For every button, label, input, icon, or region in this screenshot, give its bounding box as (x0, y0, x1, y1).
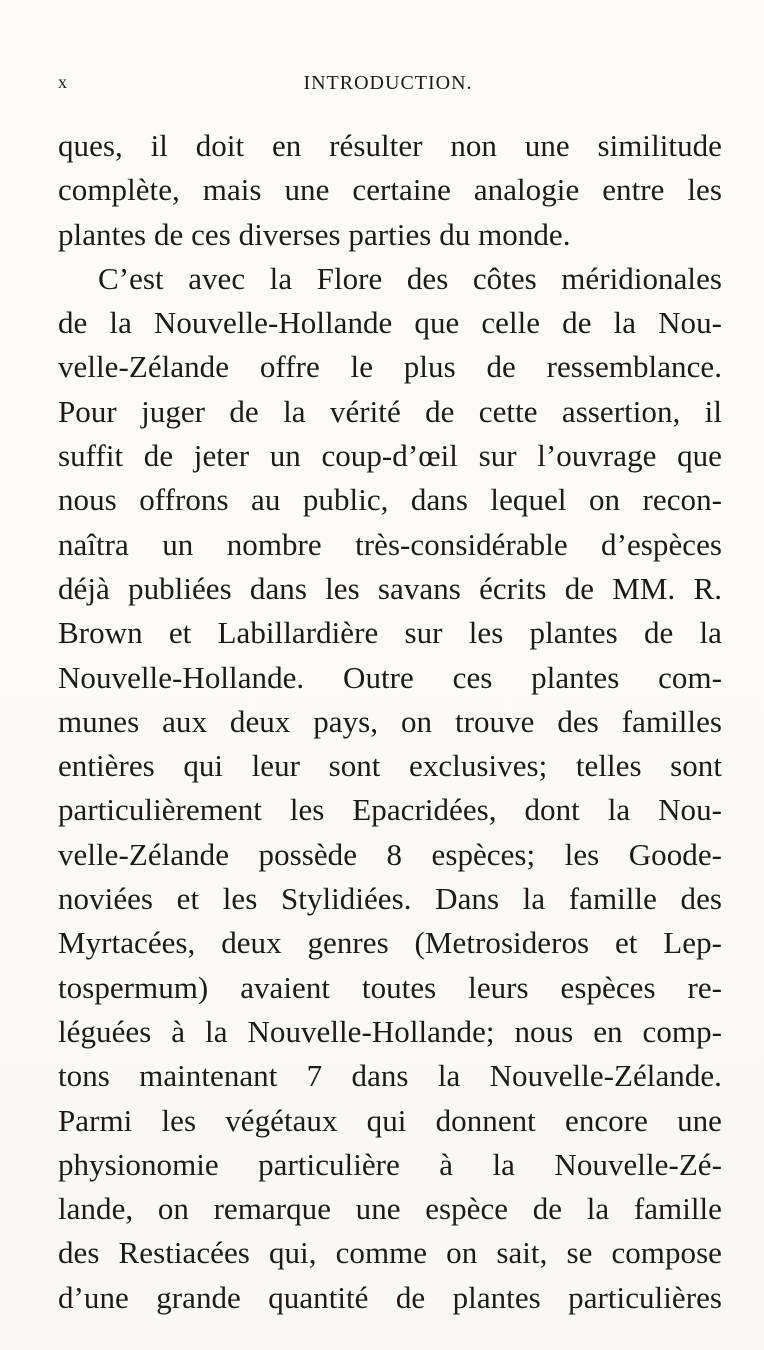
text-line: physionomie particulière à la Nouvelle-Zé- (58, 1146, 722, 1182)
text-line: naîtra un nombre très-considérable d’espèces (58, 526, 722, 562)
text-line: velle-Zélande possède 8 espèces; les Goode- (58, 836, 722, 872)
page-header (58, 72, 718, 102)
text-line: particulièrement les Epacridées, dont la Nou- (58, 792, 722, 828)
text-line: C’est avec la Flore des côtes méridionales (98, 260, 722, 296)
text-line: munes aux deux pays, on trouve des familles (58, 703, 722, 739)
text-line-italic-terms: Myrtacées, deux genres (Metrosideros et Lep- (58, 925, 722, 961)
text-line: plantes de ces diverses parties du monde. (58, 216, 571, 252)
text-line: nous offrons au public, dans lequel on recon- (58, 482, 722, 518)
running-head: INTRODUCTION. (303, 72, 473, 94)
text-line: Pour juger de la vérité de cette assertion, il (58, 393, 722, 429)
text-line: de la Nouvelle-Hollande que celle de la Nou- (58, 305, 722, 341)
page-number: x (58, 72, 68, 92)
text-line: suffit de jeter un coup-d’œil sur l’ouvrage que (58, 438, 722, 474)
text-line: entières qui leur sont exclusives; telles sont (58, 748, 722, 784)
text-line: Nouvelle-Hollande. Outre ces plantes com- (58, 659, 722, 695)
text-line: ques, il doit en résulter non une similitude (58, 128, 722, 163)
text-line: Brown et Labillardière sur les plantes de la (58, 615, 722, 651)
text-line: tons maintenant 7 dans la Nouvelle-Zélande. (58, 1058, 722, 1094)
body-text (58, 124, 722, 1320)
text-line: velle-Zélande offre le plus de ressemblance. (58, 349, 722, 385)
text-line: complète, mais une certaine analogie entre les (58, 172, 722, 208)
text-line-italic-terms: tospermum) avaient toutes leurs espèces re- (58, 969, 722, 1005)
text-line: d’une grande quantité de plantes particulières (58, 1279, 722, 1315)
text-line: Parmi les végétaux qui donnent encore une (58, 1102, 722, 1138)
text-line: léguées à la Nouvelle-Hollande; nous en comp- (58, 1013, 722, 1049)
text-line: lande, on remarque une espèce de la famille (58, 1191, 722, 1227)
text-line: déjà publiées dans les savans écrits de MM. R. (58, 570, 722, 606)
text-line: des Restiacées qui, comme on sait, se compose (58, 1235, 722, 1271)
text-line: noviées et les Stylidiées. Dans la famille des (58, 881, 722, 917)
